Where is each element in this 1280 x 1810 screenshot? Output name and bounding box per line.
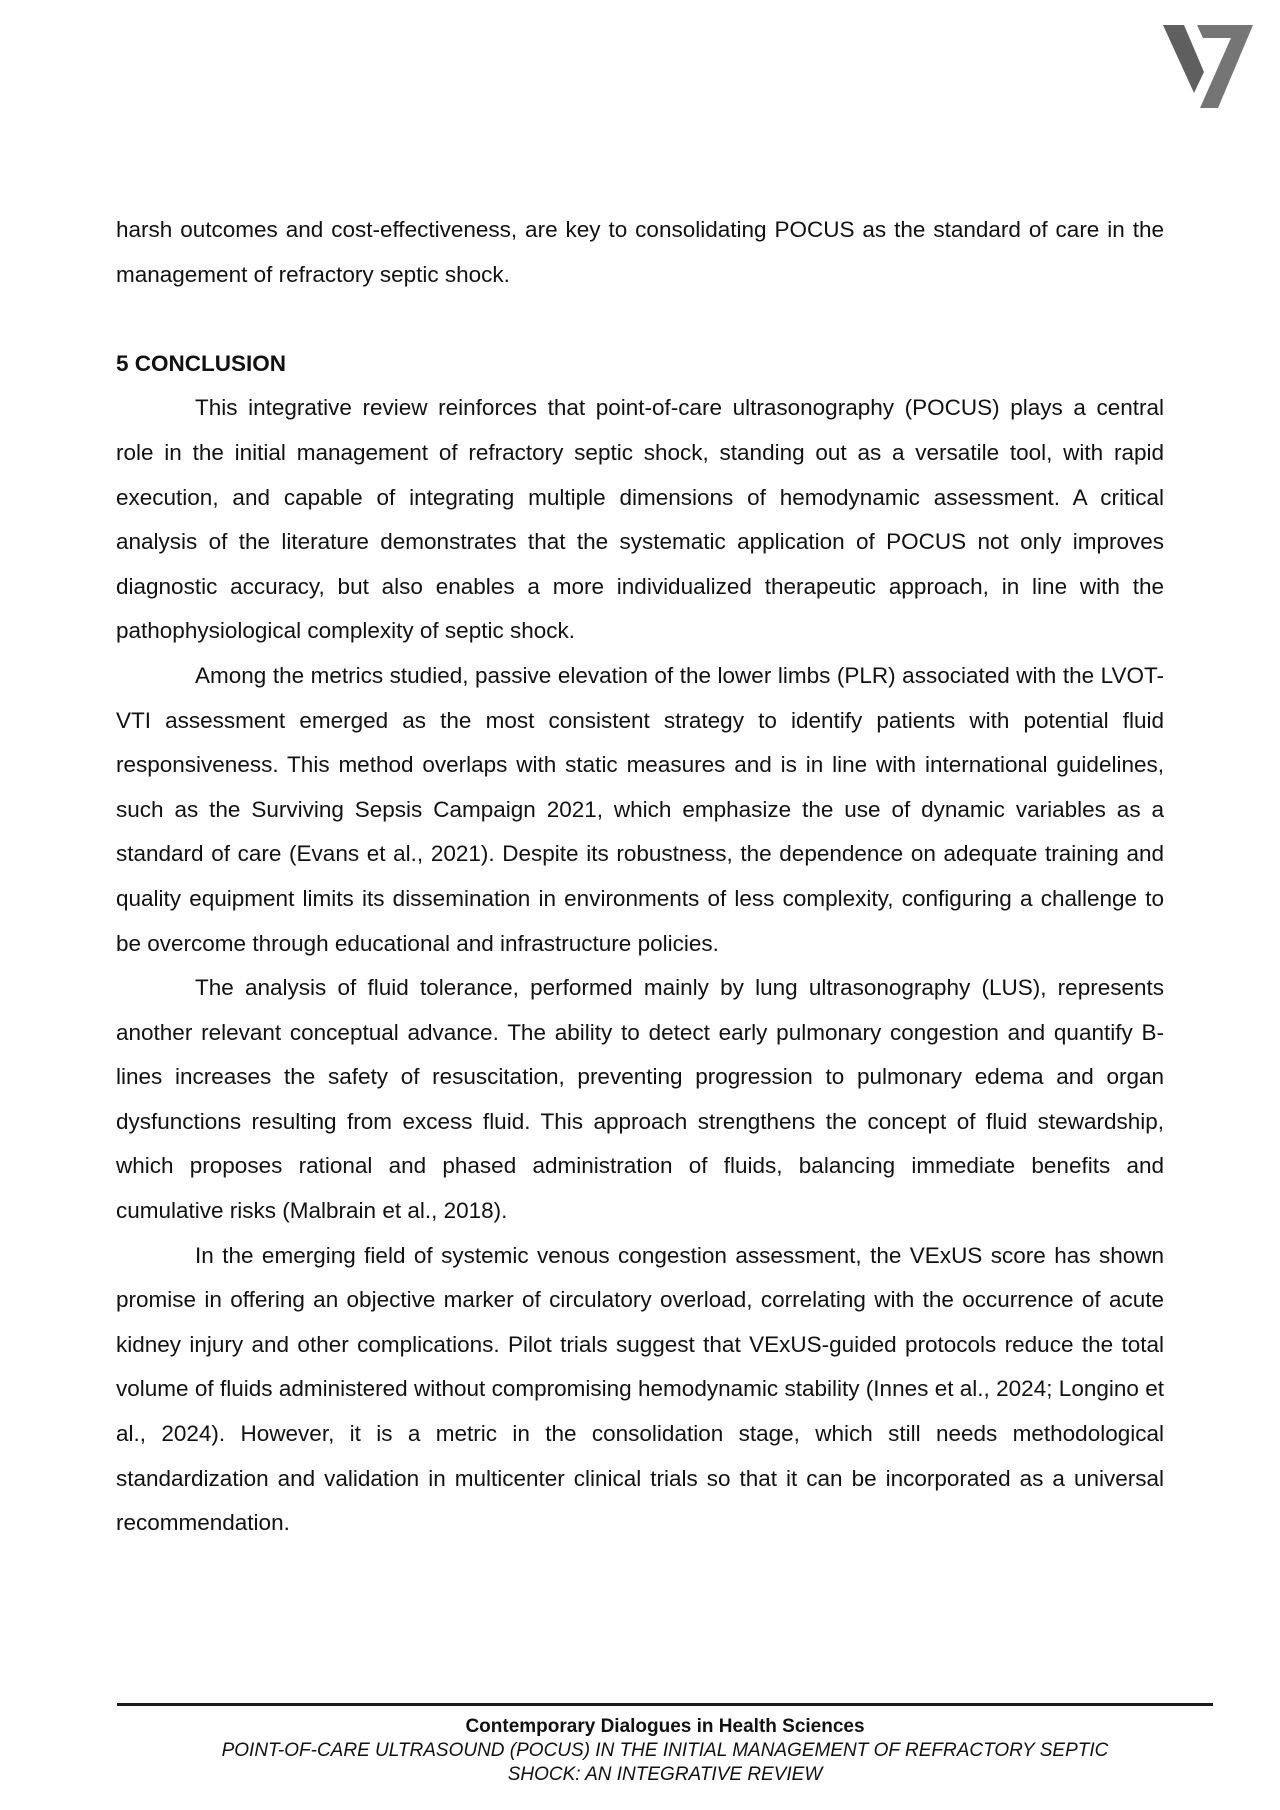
logo-seven-stroke xyxy=(1197,25,1253,108)
journal-name: Contemporary Dialogues in Health Sciences xyxy=(465,1716,865,1737)
page-footer xyxy=(117,1715,1213,1787)
article-title-line-1: POINT-OF-CARE ULTRASOUND (POCUS) IN THE INITIAL MANAGEMENT OF REFRACTORY SEPTIC xyxy=(221,1740,1109,1761)
conclusion-paragraph-3: The analysis of fluid tolerance, performed mainly by lung ultrasonography (LUS), represents another relevant conceptual advance. The ability to detect early pulmonary congestion and quantify B-lines increases the safety of resuscitation, preventing progression to pulmonary edema and organ dysfunctions resulting from excess fluid. This approach strengthens the concept of fluid stewardship, which proposes rational and phased administration of fluids, balancing immediate benefits and cumulative risks (Malbrain et al., 2018). xyxy=(116,975,1164,1224)
document-body xyxy=(116,208,1164,1546)
continuation-paragraph: harsh outcomes and cost-effectiveness, are key to consolidating POCUS as the standard of care in the management of refractory septic shock. xyxy=(116,217,1164,287)
logo-left-stroke xyxy=(1163,25,1204,93)
conclusion-paragraph-2: Among the metrics studied, passive elevation of the lower limbs (PLR) associated with the LVOT-VTI assessment emerged as the most consistent strategy to identify patients with potential fluid responsiveness. This method overlaps with static measures and is in line with international guidelines, such as the Surviving Sepsis Campaign 2021, which emphasize the use of dynamic variables as a standard of care (Evans et al., 2021). Despite its robustness, the dependence on adequate training and quality equipment limits its dissemination in environments of less complexity, configuring a challenge to be overcome through educational and infrastructure policies. xyxy=(116,662,1164,956)
section-heading: 5 CONCLUSION xyxy=(116,350,287,376)
conclusion-paragraph-1: This integrative review reinforces that point-of-care ultrasonography (POCUS) plays a central role in the initial management of refractory septic shock, standing out as a versatile tool, with rapid execution, and capable of integrating multiple dimensions of hemodynamic assessment. A critical analysis of the literature demonstrates that the systematic application of POCUS not only improves diagnostic accuracy, but also enables a more individualized therapeutic approach, in line with the pathophysiological complexity of septic shock. xyxy=(116,395,1164,644)
article-title-line-2: SHOCK: AN INTEGRATIVE REVIEW xyxy=(507,1764,823,1785)
footer-divider xyxy=(117,1703,1213,1706)
conclusion-paragraph-4: In the emerging field of systemic venous congestion assessment, the VExUS score has shown promise in offering an objective marker of circulatory overload, correlating with the occurrence of acute kidney injury and other complications. Pilot trials suggest that VExUS-guided protocols reduce the total volume of fluids administered without compromising hemodynamic stability (Innes et al., 2024; Longino et al., 2024). However, it is a metric in the consolidation stage, which still needs methodological standardization and validation in multicenter clinical trials so that it can be incorporated as a universal recommendation. xyxy=(116,1242,1164,1536)
v7-logo-icon xyxy=(1160,22,1256,112)
